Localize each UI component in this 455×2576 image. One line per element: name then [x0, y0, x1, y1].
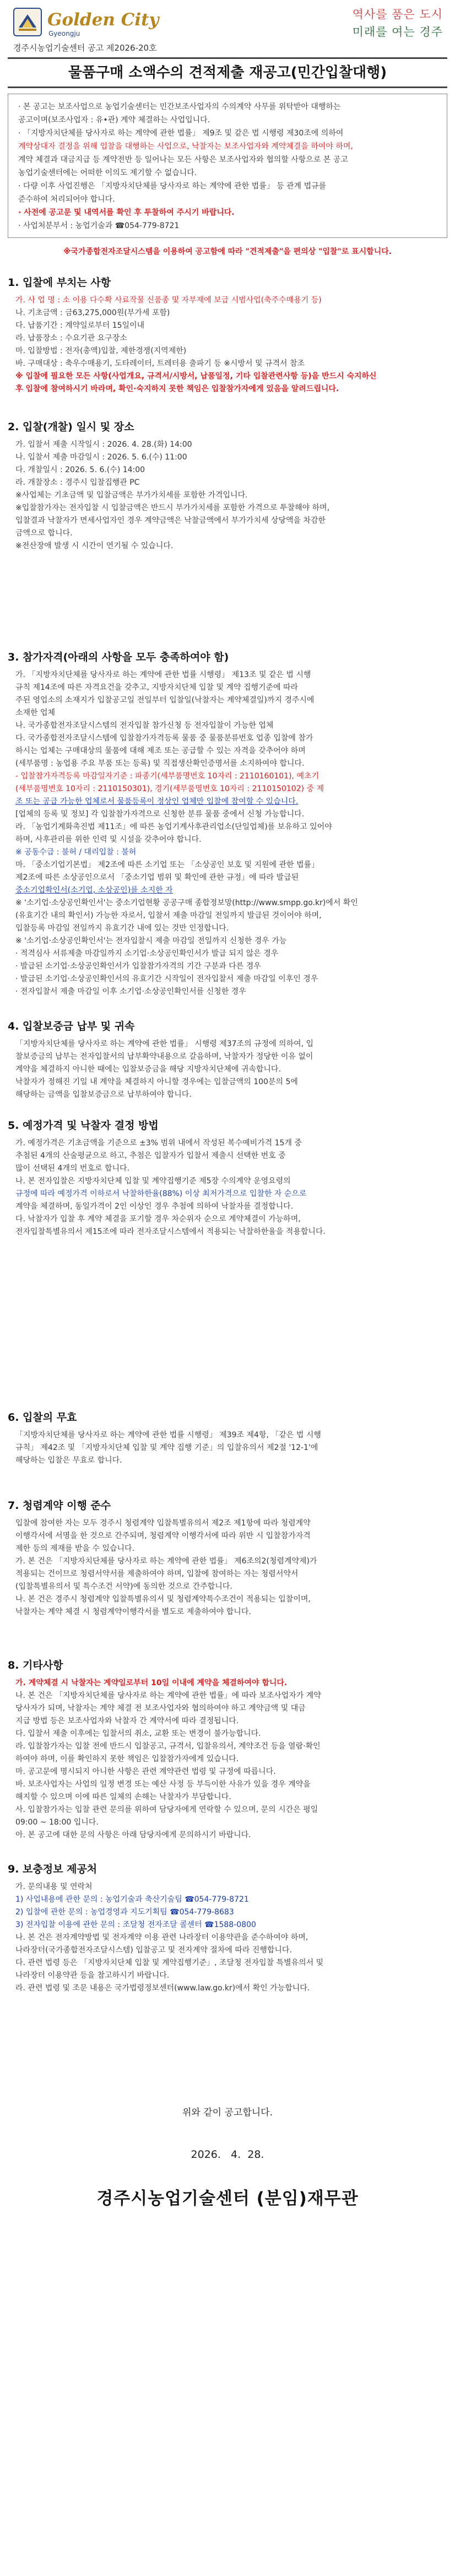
- section-line: 하시는 업체는 구매대상의 물품에 대해 제조 또는 공급할 수 있는 자격을 갖추어야 하며: [15, 746, 306, 755]
- section-line: 마. 입찰방법 : 전자(총액)입찰, 제한경쟁(지역제한): [15, 347, 187, 355]
- section-line: ※사업체는 기초금액 및 입찰금액은 부가가치세를 포함한 가격입니다.: [15, 491, 248, 500]
- closing-text: 위와 같이 공고합니다.: [182, 2107, 273, 2118]
- logo-subtitle: Gyeongju: [48, 30, 80, 37]
- section-line: 낙찰자가 정해진 기일 내 계약을 체결하지 아니할 경우에는 입찰금액의 100분의 5에: [15, 1078, 298, 1086]
- city-slogan: [353, 6, 443, 40]
- section-line: 「지방자치단체를 당사자로 하는 계약에 관한 법률」 시행령 제37조의 규정에 의하여, 입: [15, 1040, 314, 1048]
- section-line: 다. 낙찰자가 입찰 후 계약 체결을 포기할 경우 차순위자 순으로 계약체결이 가능하며,: [15, 1215, 301, 1224]
- section-line: 금액으로 합니다.: [15, 529, 73, 538]
- section-line: 하여야 하며, 이를 확인하지 못한 책임은 입찰참가자에게 있습니다.: [15, 1755, 239, 1763]
- section-line: 낙찰자는 계약 체결 시 청렴계약이행각서를 별도로 제출하여야 합니다.: [15, 1608, 251, 1616]
- section-line: 3) 전자입찰 이용에 관한 문의 : 조달청 전자조달 콜센터 ☎1588-0800: [15, 1920, 256, 1929]
- section-title: 5. 예정가격 및 낙찰자 결정 방법: [8, 1119, 159, 1132]
- section-line: 계약을 체결하지 아니한 때에는 입찰보증금을 해당 지방자치단체에 귀속합니다.: [15, 1065, 281, 1074]
- section-line: 마. 「중소기업기본법」 제2조에 따른 소기업 또는 「소상공인 보호 및 지원에 관한 법률」: [15, 861, 319, 869]
- section-line: 아. 본 공고에 대한 문의 사항은 아래 담당자에게 문의하시기 바랍니다.: [15, 1831, 251, 1839]
- section-line: 조 또는 공급 가능한 업체로서 물품등록이 정상인 업체만 입찰에 참여할 수 있습니다.: [15, 797, 299, 806]
- section-line: 규정에 따라 예정가격 이하로서 낙찰하한율(88%) 이상 최저가격으로 입찰한 자 순으로: [15, 1189, 307, 1198]
- section-line: 계약을 체결하며, 동일가격이 2인 이상인 경우 추첨에 의하여 낙찰자를 결정합니다.: [15, 1202, 294, 1211]
- section-title: 6. 입찰의 무효: [8, 1411, 77, 1424]
- section-line: ※ 공동수급 : 불허 / 대리입찰 : 불허: [15, 848, 137, 857]
- section-line: 다. 입찰서 제출 이후에는 입찰서의 취소, 교환 또는 변경이 불가능합니다.: [15, 1729, 261, 1738]
- section-line: 나라장터(국가종합전자조달시스템) 입찰공고 및 전자계약 절차에 따라 진행합니다.: [15, 1946, 292, 1955]
- section-line: 09:00 ~ 18:00 입니다.: [15, 1818, 99, 1827]
- section-6: [8, 1410, 447, 1467]
- section-line: 1) 사업내용에 관한 문의 : 농업기술과 축산기술팀 ☎054-779-8721: [15, 1895, 249, 1904]
- section-title: 4. 입찰보증금 납부 및 귀속: [8, 1020, 135, 1032]
- section-line: 라. 개찰장소 : 경주시 입찰집행관 PC: [15, 478, 140, 487]
- section-line: 라. 「농업기계화촉진법 제11조」에 따른 농업기계사후관리업소(단일업체)를 보유하고 있어야: [15, 822, 332, 831]
- section-line: - 입찰참가자격등록 마감일자기준 : 파종기(세부품명번호 10자리 : 2110160101), 예초기: [15, 772, 319, 781]
- logo: [13, 8, 178, 39]
- section-line: 가. 사 업 명 : 소 이용 다수확 사료작물 신품종 및 자부재에 보급 시범사업(축주수매용기 등): [15, 296, 322, 305]
- section-line: 많이 선택된 4개의 번호로 합니다.: [15, 1164, 129, 1173]
- section-line: 나. 본 건은 경주시 청렴계약 입찰특별유의서 및 청렴계약특수조건이 적용되는 입찰이며,: [15, 1595, 311, 1604]
- section-line: 라. 납품장소 : 수요기관 요구장소: [15, 334, 127, 343]
- section-line: (세부품명 : 농업용 주요 부품 또는 등록) 및 직접생산확인증명서를 소지하여야 합니다.: [15, 759, 305, 768]
- notice-line: 농업기술센터에는 어떠한 이의도 제기할 수 없습니다.: [18, 169, 197, 177]
- section-2: [8, 420, 447, 553]
- section-line: 찰보증금의 납부는 전자입찰서의 납부확약내용으로 갈음하며, 낙찰자가 정당한 이유 없이: [15, 1052, 313, 1061]
- issuer-name: 경주시농업기술센터 (분임)재무관: [96, 2189, 359, 2209]
- section-line: 해당하는 입찰은 무효로 합니다.: [15, 1456, 122, 1465]
- red-notice: ※국가종합전자조달시스템을 이용하여 공고함에 따라 "견적제출"을 편의상 "입찰"로 표시합니다.: [63, 247, 392, 256]
- section-line: 가. 「지방자치단체를 당사자로 하는 계약에 관한 법률 시행령」 제13조 및 같은 법 시행: [15, 670, 311, 679]
- section-line: 제한 등의 제재를 받을 수 있습니다.: [15, 1544, 135, 1553]
- document-number: 경주시농업기술센터 공고 제2026-20호: [13, 43, 157, 53]
- notice-line: · 사업처분부서 : 농업기술과 ☎054-779-8721: [18, 221, 180, 230]
- section-line: 규칙 제14조에 따른 자격요건을 갖추고, 지방자치단체 입찰 및 계약 집행기준에 따라: [15, 683, 299, 692]
- section-line: 다. 국가종합전자조달시스템에 입찰참가자격등록 물품 중 물품분류번호 업종 입찰에 참가: [15, 734, 313, 743]
- section-line: 적용되는 건이므로 청렴서약서를 제출하여야 하며, 입찰에 참여하는 자는 청렴서약서: [15, 1570, 299, 1578]
- section-line: 지급 방법 등은 보조사업자와 낙찰자 간 계약서에 따라 결정됩니다.: [15, 1717, 239, 1725]
- section-title: 9. 보충정보 제공처: [8, 1863, 98, 1875]
- section-3: [8, 650, 447, 998]
- notice-line: · 다량 이후 사업진행은 「지방자치단체를 당사자로 하는 계약에 관한 법률」 등 관계 법규를: [18, 182, 327, 191]
- section-line: · 발급된 소기업·소상공인확인서가 입찰참가자격의 기간 구분과 다른 경우: [15, 962, 261, 971]
- section-line: 해지할 수 있으며 이에 따른 일체의 손해는 낙찰자가 부담합니다.: [15, 1793, 231, 1801]
- header: [8, 0, 448, 55]
- slogan-line-2: 미래를 여는 경주: [352, 25, 443, 39]
- notice-line: 준수하여 처리되어야 합니다.: [18, 195, 115, 204]
- page-title: 물품구매 소액수의 견적제출 재공고(민간입찰대행): [8, 57, 447, 88]
- section-line: 바. 보조사업자는 사업의 일정 변경 또는 예산 사정 등 부득이한 사유가 있을 경우 계약을: [15, 1780, 311, 1789]
- section-line: [업체의 등록 및 정보] 각 입찰참가자격으로 신청한 분류 물품 중에서 신청 가능합니다.: [15, 810, 305, 819]
- section-line: 주된 영업소의 소재지가 입찰공고일 전일부터 입찰일(낙찰자는 계약체결일)까지 경주시에: [15, 696, 315, 705]
- section-line: ※ '소기업·소상공인확인서'는 중소기업현황 공공구매 종합정보망(http://www.smpp.go.kr)에서 확인: [15, 899, 358, 907]
- section-line: 2) 입찰에 관한 문의 : 농업경영과 지도기획팀 ☎054-779-8683: [15, 1908, 234, 1917]
- section-line: 입찰결과 낙찰자가 면세사업자인 경우 계약금액은 낙찰금액에서 부가가치세 상당액을 차감한: [15, 516, 326, 525]
- section-title: 8. 기타사항: [8, 1659, 63, 1671]
- section-4: [8, 1019, 447, 1101]
- section-line: 제2조에 따른 소상공인으로서 「중소기업 범위 및 확인에 관한 규정」에 따라 발급된: [15, 873, 299, 882]
- section-line: ※ '소기업·소상공인확인서'는 전자입찰시 제출 마감일 전일까지 신청한 경우 가능: [15, 937, 287, 945]
- section-line: 하며, 사후관리를 위한 인력 및 시설을 갖추어야 합니다.: [15, 835, 202, 844]
- section-line: 나라장터 이용약관 등을 참고하시기 바랍니다.: [15, 1971, 170, 1980]
- section-line: 가. 계약체결 시 낙찰자는 계약일로부터 10일 이내에 계약을 체결하여야 합니다.: [15, 1679, 288, 1687]
- section-line: 다. 개찰일시 : 2026. 5. 6.(수) 14:00: [15, 466, 145, 474]
- section-title: 2. 입찰(개찰) 일시 및 장소: [8, 421, 134, 433]
- section-line: 당사자가 되며, 낙찰자는 계약 체결 전 보조사업자와 협의하여야 하고 계약금액 및 대금: [15, 1704, 306, 1713]
- section-title: 7. 청렴계약 이행 준수: [8, 1500, 111, 1512]
- section-line: ※ 입찰에 필요한 모든 사항(사업개요, 규격서/시방서, 납품일정, 기타 입찰관련사항 등)을 반드시 숙지하신: [15, 372, 377, 381]
- logo-text: Golden City: [47, 10, 159, 30]
- section-line: (입찰특별유의서 및 특수조건 서약)에 동의한 것으로 간주합니다.: [15, 1582, 232, 1591]
- section-line: 다. 납품기간 : 계약일로부터 15일이내: [15, 321, 145, 330]
- section-line: 가. 입찰서 제출 시작일시 : 2026. 4. 28.(화) 14:00: [15, 440, 192, 449]
- notice-line: 계약상대자 결정을 위해 입찰을 대행하는 사업으로, 낙찰자는 보조사업자와 계약체결을 하여야 하며,: [18, 142, 353, 151]
- section-line: 해당하는 금액을 입찰보증금으로 납부하여야 합니다.: [15, 1090, 192, 1099]
- notice-line: · 사전에 공고문 및 내역서를 확인 후 투찰하여 주시기 바랍니다.: [18, 208, 235, 217]
- section-line: 후 입찰에 참여하시기 바라며, 확인·숙지하지 못한 책임은 입찰참가자에게 있음을 알려드립니다.: [15, 385, 339, 393]
- section-line: (유효기간 내의 확인서) 가능한 자로서, 입찰서 제출 마감일 전일까지 발급된 것이어야 하며,: [15, 911, 322, 920]
- section-line: 나. 국가종합전자조달시스템의 전자입찰 참가신청 등 전자입찰이 가능한 업체: [15, 721, 274, 730]
- section-line: 사. 입찰참가자는 입찰 관련 문의를 위하여 담당자에게 연락할 수 있으며, 문의 시간은 평일: [15, 1805, 318, 1814]
- notice-line: · 본 공고는 보조사업으로 농업기술센터는 민간보조사업자의 수의계약 사무를 위탁받아 대행하는: [18, 102, 341, 111]
- section-line: 전자입찰특별유의서 제15조에 따라 전자조달시스템에서 적용되는 낙찰하한율을 적용합니다.: [15, 1227, 326, 1236]
- notice-line: 공고이며(보조사업자 : 유•관) 계약 체결하는 사업입니다.: [18, 116, 210, 125]
- section-line: 라. 관련 법령 및 조문 내용은 국가법령정보센터(www.law.go.kr)에서 확인 가능합니다.: [15, 1984, 310, 1993]
- section-line: 중소기업확인서(소기업, 소상공인)를 소지한 자: [15, 886, 173, 895]
- announcement-date: 2026. 4. 28.: [191, 2149, 264, 2161]
- section-7: [8, 1498, 447, 1619]
- section-line: 나. 기초금액 : 금63,275,000원(부가세 포함): [15, 309, 170, 317]
- section-line: · 발급된 소기업·소상공인확인서의 유효기간 시작일이 전자입찰서 제출 마감일 이후인 경우: [15, 975, 318, 983]
- section-line: 가. 문의내용 및 연락처: [15, 1882, 93, 1891]
- section-line: · 적격심사 서류제출 마감일까지 소기업·소상공인확인서가 발급 되지 않은 경우: [15, 949, 279, 958]
- section-line: 마. 공고문에 명시되지 아니한 사항은 관련 계약관련 법령 및 규정에 따릅니다.: [15, 1767, 276, 1776]
- section-line: 입찰등록 마감일 전일까지 유효기간 내에 있는 것만 인정합니다.: [15, 924, 229, 933]
- section-line: · 전자입찰서 제출 마감일 이후 소기업·소상공인확인서를 신청한 경우: [15, 987, 246, 996]
- section-line: 가. 본 건은 「지방자치단체를 당사자로 하는 계약에 관한 법률」 제6조의2(청렴계약제)가: [15, 1557, 317, 1566]
- section-line: ※전산장애 발생 시 시간이 연기될 수 있습니다.: [15, 542, 174, 550]
- section-line: 바. 구매대상 : 축우수매용기, 도타레이터, 트레터용 출파기 등 ※시방서 및 규격서 참조: [15, 359, 305, 368]
- section-line: 규칙」 제42조 및 「지방자치단체 입찰 및 계약 집행 기준」의 입찰유의서 제2절 '12-1'에: [15, 1443, 318, 1452]
- section-title: 3. 참가자격(아래의 사항을 모두 충족하여야 함): [8, 651, 229, 663]
- section-9: [8, 1862, 447, 1995]
- section-line: 라. 입찰참가자는 입찰 전에 반드시 입찰공고, 규격서, 입찰유의서, 계약조건 등을 열람·확인: [15, 1742, 321, 1751]
- notice-box: [8, 94, 447, 238]
- section-title: 1. 입찰에 부치는 사항: [8, 277, 111, 289]
- section-line: 나. 본 건은 「지방자치단체를 당사자로 하는 계약에 관한 법률」에 따라 보조사업자가 계약: [15, 1691, 321, 1700]
- city-emblem-icon: [13, 8, 42, 36]
- notice-line: 계약 체결과 대금지급 등 계약전반 등 일어나는 모든 사항은 보조사업자와 협의할 사항으로 본 공고: [18, 155, 348, 164]
- section-line: (세부품명번호 10자리 : 2110150301), 경기(세부품명번호 10자리 : 2110150102) 중 제: [15, 784, 324, 793]
- section-line: ※입찰참가자는 전자입찰 시 입찰금액은 반드시 부가가치세를 포함한 가격으로 투찰해야 하며,: [15, 504, 330, 512]
- section-line: 나. 입찰서 제출 마감일시 : 2026. 5. 6.(수) 11:00: [15, 453, 187, 462]
- section-line: 다. 관련 법령 등은 「지방자치단체 입찰 및 계약집행기준」, 조달청 전자입찰 특별유의서 및: [15, 1958, 324, 1967]
- section-line: 추첨된 4개의 산술평균으로 하고, 추첨은 입찰자가 입찰서 제출시 선택한 번호 중: [15, 1151, 286, 1160]
- section-5: [8, 1118, 447, 1238]
- section-1: [8, 275, 447, 396]
- section-line: 「지방자치단체를 당사자로 하는 계약에 관한 법률 시행령」 제39조 제4항, 「같은 법 시행: [15, 1431, 321, 1439]
- section-line: 소재한 업체: [15, 708, 56, 717]
- section-line: 입찰에 참여한 자는 모두 경주시 청렴계약 입찰특별유의서 제2조 제1항에 따라 청렴계약: [15, 1519, 311, 1528]
- section-line: 나. 본 건은 전자계약방법 및 전자계약 이용 관련 나라장터 이용약관을 준수하여야 하며,: [15, 1933, 308, 1942]
- section-line: 가. 예정가격은 기초금액을 기준으로 ±3% 범위 내에서 작성된 복수예비가격 15개 중: [15, 1139, 302, 1148]
- slogan-line-1: 역사를 품은 도시: [352, 8, 443, 21]
- section-line: 이행각서에 서명을 한 것으로 간주되며, 청렴계약 이행각서에 따라 위반 시 입찰참가자격: [15, 1531, 311, 1540]
- section-line: 나. 본 전자입찰은 지방자치단체 입찰 및 계약집행기준 제5장 수의계약 운영요령의: [15, 1177, 291, 1186]
- notice-line: · 「지방자치단체를 당사자로 하는 계약에 관한 법률」 제9조 및 같은 법 시행령 제30조에 의하여: [18, 129, 344, 138]
- section-8: [8, 1658, 447, 1842]
